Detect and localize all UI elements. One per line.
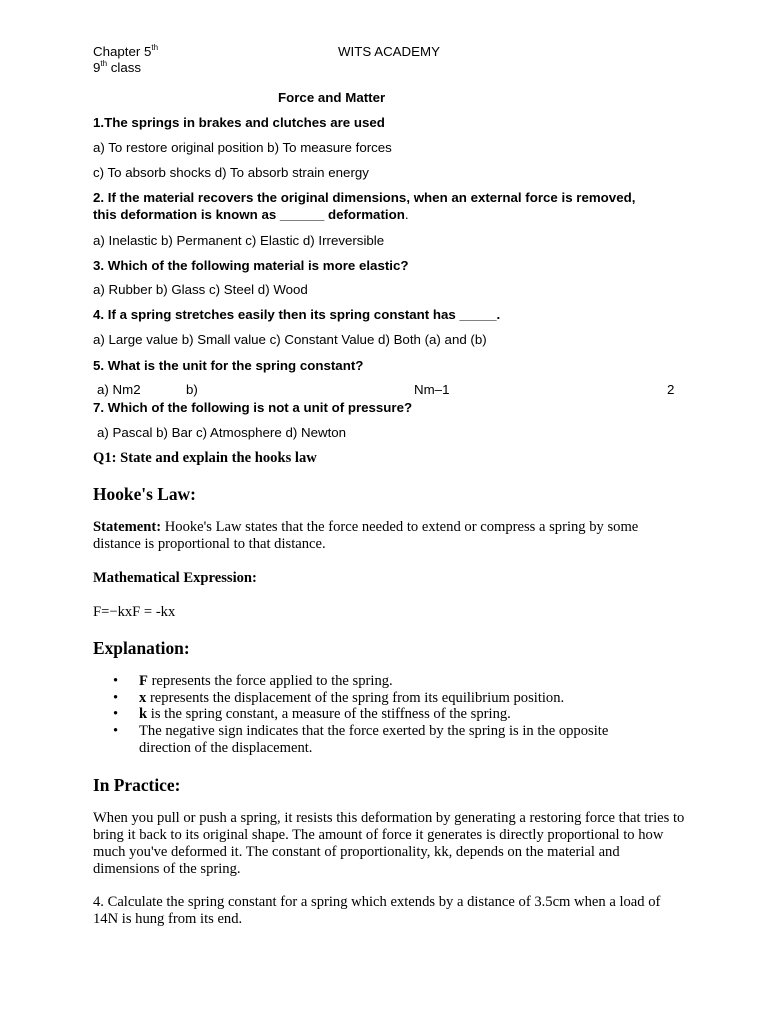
bullet-icon: •: [113, 706, 119, 723]
hookes-law-heading: Hooke's Law:: [93, 484, 196, 504]
practice-paragraph: When you pull or push a spring, it resists this deformation by generating a restoring force that tries to bring it back to its original shape. The amount of force it generates is directly proportional to how much you've deformed it. The constant of proportionality, kk, depends on the material and dimensions of the spring.: [93, 810, 685, 877]
list-item: • x represents the displacement of the spring from its equilibrium position.: [113, 689, 565, 706]
chapter-label: Chapter 5th: [93, 43, 159, 59]
explanation-heading: Explanation:: [93, 638, 190, 658]
question-1-options-b: c) To absorb shocks d) To absorb strain energy: [93, 165, 369, 180]
bullet-icon: •: [113, 689, 119, 706]
question-1: 1.The springs in brakes and clutches are used: [93, 115, 385, 130]
question-3: 3. Which of the following material is more elastic?: [93, 258, 409, 273]
question-2-options: a) Inelastic b) Permanent c) Elastic d) Irreversible: [93, 233, 385, 248]
question-5-option-b: b): [186, 382, 198, 397]
question-3-options: a) Rubber b) Glass c) Steel d) Wood: [93, 282, 308, 297]
question-5-option-a: a) Nm2: [97, 382, 141, 397]
question-7: 7. Which of the following is not a unit of pressure?: [93, 400, 413, 415]
statement-paragraph: Statement: Hooke's Law states that the force needed to extend or compress a spring by some distance is proportional to that distance.: [93, 519, 639, 552]
question-5-option-end: 2: [667, 382, 675, 397]
question-5-option-mid: Nm–1: [414, 382, 450, 397]
in-practice-heading: In Practice:: [93, 775, 181, 795]
class-label: 9th class: [93, 59, 142, 75]
question-4-options: a) Large value b) Small value c) Constant Value d) Both (a) and (b): [93, 332, 487, 347]
question-5: 5. What is the unit for the spring constant?: [93, 358, 364, 373]
question-2-line-1: 2. If the material recovers the original dimensions, when an external force is removed,: [93, 190, 636, 205]
question-2-line-2: this deformation is known as ______ deformation.: [93, 207, 409, 222]
list-item: • k is the spring constant, a measure of the stiffness of the spring.: [113, 706, 511, 723]
bullet-icon: •: [113, 723, 119, 740]
list-item: • The negative sign indicates that the force exerted by the spring is in the opposite direction of the displacement.: [113, 723, 609, 756]
bullet-icon: •: [113, 673, 119, 689]
calculation-question: 4. Calculate the spring constant for a spring which extends by a distance of 3.5cm when a load of 14N is hung from its end.: [93, 894, 661, 927]
question-7-options: a) Pascal b) Bar c) Atmosphere d) Newton: [97, 425, 347, 440]
page-title: Force and Matter: [278, 90, 386, 105]
academy-title: WITS ACADEMY: [338, 44, 440, 59]
formula: F=−kxF = -kx: [93, 604, 176, 620]
q1-heading: Q1: State and explain the hooks law: [93, 450, 317, 466]
question-4: 4. If a spring stretches easily then its spring constant has _____.: [93, 307, 501, 322]
explanation-list: [93, 673, 653, 757]
list-item: • F represents the force applied to the spring.: [113, 673, 393, 689]
question-1-options-a: a) To restore original position b) To measure forces: [93, 140, 392, 155]
math-expression-heading: Mathematical Expression:: [93, 570, 257, 586]
